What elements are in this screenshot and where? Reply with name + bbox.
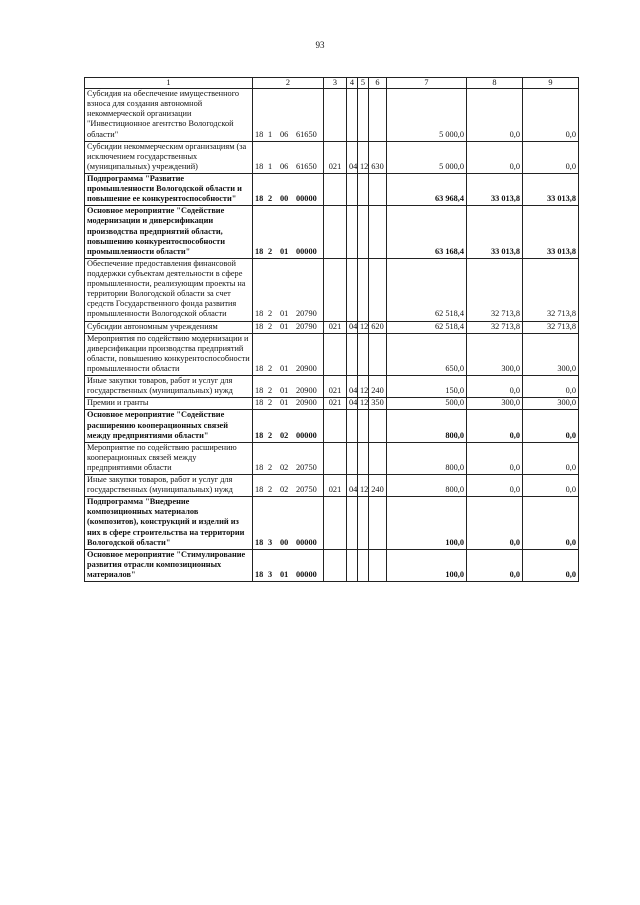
table-row xyxy=(85,321,579,333)
row-kosgu: 350 xyxy=(369,398,387,410)
code-part: 01 xyxy=(280,321,289,331)
code-part: 01 xyxy=(280,309,289,319)
row-code xyxy=(253,410,324,442)
code-part: 01 xyxy=(280,570,289,580)
code-part: 18 xyxy=(255,430,264,440)
code-part: 00000 xyxy=(296,570,317,580)
row-amount-year1: 63 968,4 xyxy=(387,173,467,205)
row-amount-year1: 100,0 xyxy=(387,497,467,550)
row-kosgu xyxy=(369,89,387,142)
row-name: Подпрограмма "Развитие промышленности Вологодской области и повышение ее конкурентоспособности" xyxy=(85,173,253,205)
code-part: 18 xyxy=(255,398,264,408)
row-vr: 021 xyxy=(324,376,347,398)
row-kosgu: 620 xyxy=(369,321,387,333)
code-part: 18 xyxy=(255,321,264,331)
code-part: 01 xyxy=(280,386,289,396)
code-part: 00 xyxy=(280,537,289,547)
row-code xyxy=(253,141,324,173)
row-pr: 12 xyxy=(358,376,369,398)
row-kosgu xyxy=(369,497,387,550)
row-name: Мероприятие по содействию расширению кооперационных связей между предприятиями области xyxy=(85,442,253,474)
code-part: 00000 xyxy=(296,194,317,204)
row-amount-year1: 500,0 xyxy=(387,398,467,410)
row-amount-year3: 0,0 xyxy=(523,475,579,497)
row-amount-year2: 0,0 xyxy=(467,442,523,474)
row-amount-year3: 0,0 xyxy=(523,141,579,173)
row-rz xyxy=(347,333,358,375)
code-part: 00000 xyxy=(296,537,317,547)
row-code xyxy=(253,333,324,375)
row-name: Субсидия на обеспечение имущественного взноса для создания автономной некоммерческой организации "Инвестиционное агентство Вологодской области" xyxy=(85,89,253,142)
row-amount-year3: 0,0 xyxy=(523,497,579,550)
row-name: Иные закупки товаров, работ и услуг для государственных (муниципальных) нужд xyxy=(85,475,253,497)
code-part: 02 xyxy=(280,462,289,472)
row-vr xyxy=(324,549,347,581)
row-pr: 12 xyxy=(358,321,369,333)
row-kosgu: 630 xyxy=(369,141,387,173)
row-pr xyxy=(358,497,369,550)
code-part: 3 xyxy=(268,570,273,580)
row-amount-year1: 63 168,4 xyxy=(387,206,467,259)
header-cell: 2 xyxy=(253,78,324,89)
row-name: Субсидии автономным учреждениям xyxy=(85,321,253,333)
code-part: 2 xyxy=(268,398,273,408)
code-part: 18 xyxy=(255,462,264,472)
row-amount-year2: 0,0 xyxy=(467,141,523,173)
table-row xyxy=(85,475,579,497)
row-amount-year1: 800,0 xyxy=(387,475,467,497)
table-row xyxy=(85,258,579,321)
row-code xyxy=(253,258,324,321)
row-pr: 12 xyxy=(358,398,369,410)
row-amount-year2: 33 013,8 xyxy=(467,206,523,259)
row-amount-year3: 33 013,8 xyxy=(523,206,579,259)
row-vr xyxy=(324,258,347,321)
row-pr: 12 xyxy=(358,475,369,497)
table-row xyxy=(85,89,579,142)
code-part: 00000 xyxy=(296,430,317,440)
row-amount-year2: 32 713,8 xyxy=(467,321,523,333)
code-part: 18 xyxy=(255,570,264,580)
row-name: Мероприятия по содействию модернизации и диверсификации производства предприятий области, повышению конкурентоспособности промышленности области xyxy=(85,333,253,375)
row-amount-year2: 0,0 xyxy=(467,475,523,497)
row-code xyxy=(253,89,324,142)
row-vr xyxy=(324,410,347,442)
budget-table xyxy=(84,77,579,582)
code-part: 18 xyxy=(255,161,264,171)
row-amount-year1: 62 518,4 xyxy=(387,258,467,321)
row-name: Обеспечение предоставления финансовой поддержки субъектам деятельности в сфере промышленности, реализующим проекты на территории Вологодской области за счет средств Государственного фонда развития промышленности Вологодской области xyxy=(85,258,253,321)
code-part: 2 xyxy=(268,386,273,396)
code-part: 18 xyxy=(255,246,264,256)
code-part: 01 xyxy=(280,246,289,256)
row-pr: 12 xyxy=(358,141,369,173)
row-rz xyxy=(347,206,358,259)
row-code xyxy=(253,398,324,410)
row-code xyxy=(253,173,324,205)
row-code xyxy=(253,206,324,259)
row-code xyxy=(253,321,324,333)
row-amount-year2: 0,0 xyxy=(467,549,523,581)
code-part: 02 xyxy=(280,485,289,495)
row-pr xyxy=(358,442,369,474)
row-amount-year1: 5 000,0 xyxy=(387,141,467,173)
row-vr: 021 xyxy=(324,398,347,410)
row-kosgu xyxy=(369,258,387,321)
code-part: 18 xyxy=(255,485,264,495)
row-amount-year1: 800,0 xyxy=(387,442,467,474)
row-rz xyxy=(347,89,358,142)
header-cell: 3 xyxy=(324,78,347,89)
code-part: 20900 xyxy=(296,363,317,373)
row-rz xyxy=(347,549,358,581)
table-row xyxy=(85,141,579,173)
row-amount-year1: 150,0 xyxy=(387,376,467,398)
row-pr xyxy=(358,333,369,375)
table-row xyxy=(85,442,579,474)
header-cell: 9 xyxy=(523,78,579,89)
row-amount-year2: 300,0 xyxy=(467,333,523,375)
row-rz: 04 xyxy=(347,398,358,410)
row-vr xyxy=(324,89,347,142)
page-number: 93 xyxy=(315,40,325,50)
code-part: 61650 xyxy=(296,129,317,139)
code-part: 2 xyxy=(268,246,273,256)
row-amount-year2: 300,0 xyxy=(467,398,523,410)
row-pr xyxy=(358,258,369,321)
code-part: 18 xyxy=(255,537,264,547)
code-part: 20750 xyxy=(296,462,317,472)
code-part: 2 xyxy=(268,430,273,440)
row-code xyxy=(253,475,324,497)
code-part: 20790 xyxy=(296,321,317,331)
code-part: 3 xyxy=(268,537,273,547)
header-cell: 4 xyxy=(347,78,358,89)
table-row xyxy=(85,497,579,550)
row-pr xyxy=(358,549,369,581)
row-name: Основное мероприятие "Стимулирование развития отрасли композиционных материалов" xyxy=(85,549,253,581)
header-cell: 1 xyxy=(85,78,253,89)
row-kosgu xyxy=(369,206,387,259)
row-vr: 021 xyxy=(324,141,347,173)
header-cell: 5 xyxy=(358,78,369,89)
table-row xyxy=(85,333,579,375)
row-amount-year3: 32 713,8 xyxy=(523,258,579,321)
row-rz: 04 xyxy=(347,321,358,333)
code-part: 2 xyxy=(268,485,273,495)
row-amount-year3: 0,0 xyxy=(523,376,579,398)
row-code xyxy=(253,497,324,550)
code-part: 01 xyxy=(280,363,289,373)
row-rz xyxy=(347,442,358,474)
row-kosgu xyxy=(369,410,387,442)
code-part: 00000 xyxy=(296,246,317,256)
header-row xyxy=(85,78,579,89)
row-amount-year1: 5 000,0 xyxy=(387,89,467,142)
row-pr xyxy=(358,410,369,442)
row-kosgu xyxy=(369,333,387,375)
header-cell: 6 xyxy=(369,78,387,89)
row-name: Субсидии некоммерческим организациям (за исключением государственных (муниципальных) учреждений) xyxy=(85,141,253,173)
code-part: 20900 xyxy=(296,386,317,396)
code-part: 1 xyxy=(268,161,273,171)
row-amount-year3: 0,0 xyxy=(523,549,579,581)
row-name: Основное мероприятие "Содействие модернизации и диверсификации производства предприятий области, повышению конкурентоспособности промышленности области" xyxy=(85,206,253,259)
table-row xyxy=(85,173,579,205)
code-part: 2 xyxy=(268,462,273,472)
row-rz: 04 xyxy=(347,141,358,173)
code-part: 2 xyxy=(268,194,273,204)
row-kosgu xyxy=(369,173,387,205)
row-amount-year2: 0,0 xyxy=(467,497,523,550)
row-vr: 021 xyxy=(324,321,347,333)
row-name: Иные закупки товаров, работ и услуг для государственных (муниципальных) нужд xyxy=(85,376,253,398)
row-amount-year1: 62 518,4 xyxy=(387,321,467,333)
row-pr xyxy=(358,173,369,205)
row-amount-year3: 33 013,8 xyxy=(523,173,579,205)
table-row xyxy=(85,206,579,259)
code-part: 18 xyxy=(255,194,264,204)
code-part: 01 xyxy=(280,398,289,408)
row-rz xyxy=(347,258,358,321)
row-amount-year2: 0,0 xyxy=(467,376,523,398)
table-row xyxy=(85,410,579,442)
row-code xyxy=(253,549,324,581)
code-part: 1 xyxy=(268,129,273,139)
row-vr xyxy=(324,442,347,474)
row-vr xyxy=(324,497,347,550)
table-row xyxy=(85,398,579,410)
row-kosgu: 240 xyxy=(369,475,387,497)
code-part: 20790 xyxy=(296,309,317,319)
code-part: 18 xyxy=(255,386,264,396)
row-vr: 021 xyxy=(324,475,347,497)
row-amount-year2: 0,0 xyxy=(467,89,523,142)
code-part: 20750 xyxy=(296,485,317,495)
row-code xyxy=(253,442,324,474)
row-amount-year3: 300,0 xyxy=(523,398,579,410)
row-pr xyxy=(358,89,369,142)
row-code xyxy=(253,376,324,398)
row-kosgu xyxy=(369,442,387,474)
row-rz xyxy=(347,410,358,442)
row-rz: 04 xyxy=(347,376,358,398)
row-rz xyxy=(347,497,358,550)
row-amount-year3: 32 713,8 xyxy=(523,321,579,333)
code-part: 02 xyxy=(280,430,289,440)
code-part: 18 xyxy=(255,363,264,373)
row-vr xyxy=(324,173,347,205)
row-kosgu: 240 xyxy=(369,376,387,398)
row-amount-year1: 100,0 xyxy=(387,549,467,581)
table-row xyxy=(85,376,579,398)
code-part: 2 xyxy=(268,321,273,331)
row-rz: 04 xyxy=(347,475,358,497)
row-amount-year1: 800,0 xyxy=(387,410,467,442)
code-part: 20900 xyxy=(296,398,317,408)
code-part: 2 xyxy=(268,363,273,373)
code-part: 61650 xyxy=(296,161,317,171)
code-part: 06 xyxy=(280,161,289,171)
code-part: 18 xyxy=(255,129,264,139)
row-name: Премии и гранты xyxy=(85,398,253,410)
row-amount-year3: 0,0 xyxy=(523,89,579,142)
code-part: 06 xyxy=(280,129,289,139)
row-vr xyxy=(324,333,347,375)
row-amount-year3: 0,0 xyxy=(523,442,579,474)
row-amount-year2: 0,0 xyxy=(467,410,523,442)
row-amount-year3: 0,0 xyxy=(523,410,579,442)
code-part: 18 xyxy=(255,309,264,319)
code-part: 00 xyxy=(280,194,289,204)
code-part: 2 xyxy=(268,309,273,319)
row-amount-year2: 33 013,8 xyxy=(467,173,523,205)
row-rz xyxy=(347,173,358,205)
header-cell: 7 xyxy=(387,78,467,89)
header-cell: 8 xyxy=(467,78,523,89)
row-amount-year2: 32 713,8 xyxy=(467,258,523,321)
row-kosgu xyxy=(369,549,387,581)
table-row xyxy=(85,549,579,581)
row-name: Подпрограмма "Внедрение композиционных материалов (композитов), конструкций и изделий из них в сфере строительства на территории Вологодской области" xyxy=(85,497,253,550)
row-vr xyxy=(324,206,347,259)
row-amount-year1: 650,0 xyxy=(387,333,467,375)
row-amount-year3: 300,0 xyxy=(523,333,579,375)
row-name: Основное мероприятие "Содействие расширению кооперационных связей между предприятиями области" xyxy=(85,410,253,442)
row-pr xyxy=(358,206,369,259)
